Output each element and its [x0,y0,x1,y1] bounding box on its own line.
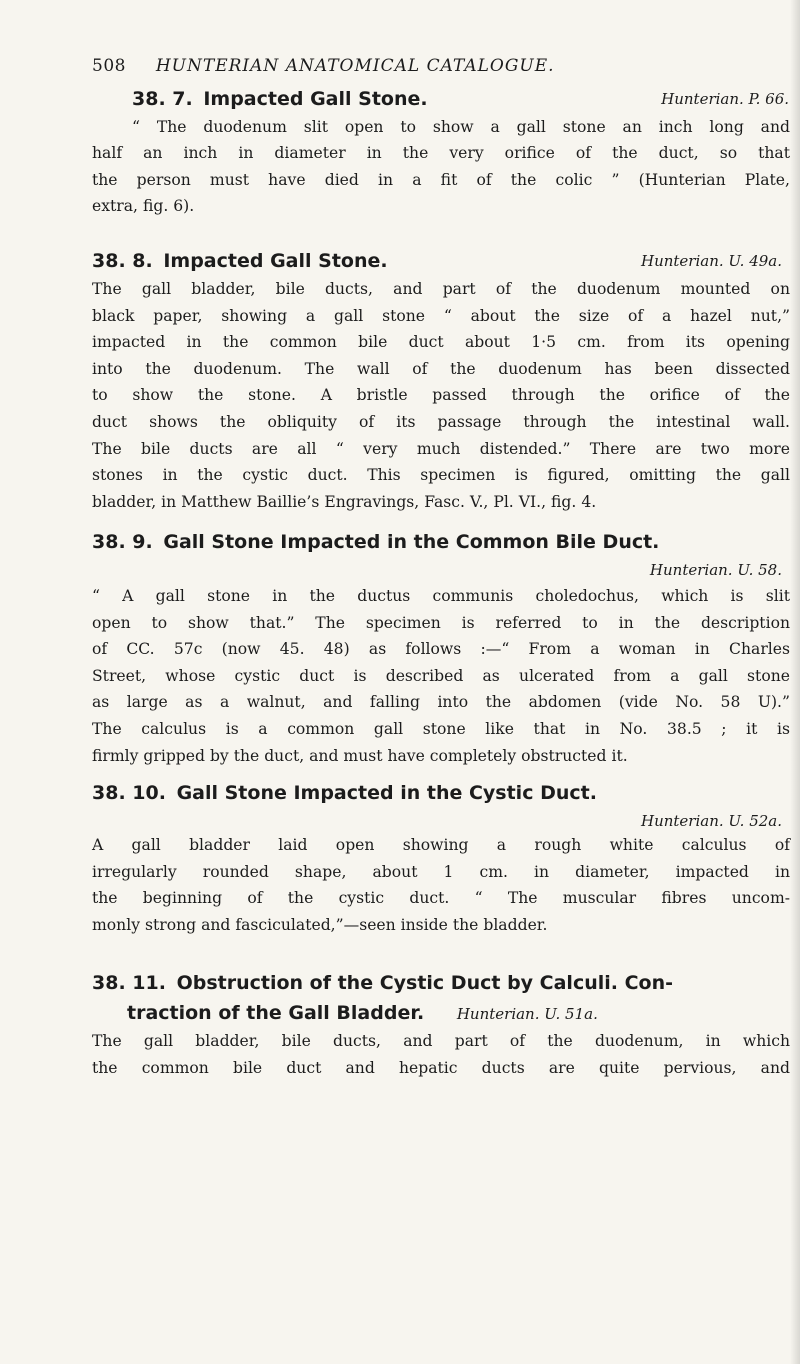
entry-number: 38. 10. [92,782,166,804]
entry-heading [92,968,790,998]
entry-number: 38. 9. [92,531,153,553]
body-line: bladder, in Matthew Baillie’s Engravings, Fasc. V., Pl. VI., fig. 4. [92,492,597,511]
body-line: irregularly rounded shape, about 1 cm. in diameter, impacted in [92,862,790,881]
body-line: open to show that.” The specimen is referred to in the description [92,613,790,632]
entry-38-9-body [92,583,790,769]
body-line: half an inch in diameter in the very orifice of the duct, so that [92,144,790,162]
page-header [92,56,752,76]
entry-38-7-body [132,114,790,141]
entry-reference: Hunterian. U. 58. [649,561,782,579]
entry-heading [132,84,797,114]
entry-title-line-1: Obstruction of the Cystic Duct by Calculi. Con- [176,972,674,994]
body-line: duct shows the obliquity of its passage through the intestinal wall. [92,412,790,431]
body-line: “ A gall stone in the ductus communis choledochus, which is slit [92,587,790,605]
entry-heading [92,246,790,276]
entry-38-8-body [92,276,790,515]
body-line: into the duodenum. The wall of the duodenum has been dissected [92,359,790,378]
body-line: to show the stone. A bristle passed through the orifice of the [92,386,790,405]
entry-38-11-body [92,1028,790,1081]
body-line: The calculus is a common gall stone like that in No. 38.5 ; it is [92,719,790,738]
body-line: stones in the cystic duct. This specimen is figured, omitting the gall [92,466,790,485]
entry-title: Impacted Gall Stone. [203,88,428,110]
entry-38-7 [132,84,797,114]
page-number: 508 [92,56,126,76]
entry-number: 38. 11. [92,972,166,994]
body-line: of CC. 57c (now 45. 48) as follows :—“ From a woman in Charles [92,640,790,659]
entry-reference: Hunterian. U. 49a. [640,252,782,270]
entry-38-8 [92,246,790,276]
entry-38-10-body [92,832,790,938]
body-line: “ The duodenum slit open to show a gall stone an inch long and [132,118,790,136]
body-line: The gall bladder, bile ducts, and part of the duodenum mounted on [92,280,790,298]
body-line: monly strong and fasciculated,”—seen inside the bladder. [92,915,548,934]
entry-number: 38. 7. [132,88,193,110]
body-line: impacted in the common bile duct about 1·5 cm. from its opening [92,333,790,352]
body-line: as large as a walnut, and falling into the abdomen (vide No. 58 U).” [92,693,790,712]
entry-title-line-2: traction of the Gall Bladder. [127,1002,425,1024]
body-line: black paper, showing a gall stone “ about the size of a hazel nut,” [92,306,790,325]
body-line: the beginning of the cystic duct. “ The muscular fibres uncom- [92,889,790,908]
entry-reference: Hunterian. P. 66. [661,90,789,108]
body-line: the common bile duct and hepatic ducts are quite pervious, and [92,1058,790,1077]
body-line: the person must have died in a fit of the colic ” (Hunterian Plate, [92,170,790,189]
body-line: extra, fig. 6). [92,197,195,216]
entry-heading [92,778,790,808]
entry-38-9 [92,527,790,583]
body-line: The bile ducts are all “ very much distended.” There are two more [92,439,790,458]
entry-heading-cont [92,998,790,1029]
entry-reference: Hunterian. U. 51a. [456,1005,598,1023]
page-edge-shadow [790,0,800,1364]
running-title: HUNTERIAN ANATOMICAL CATALOGUE. [155,56,555,76]
entry-title: Gall Stone Impacted in the Common Bile Duct. [163,531,660,553]
entry-38-10 [92,778,790,834]
entry-number: 38. 8. [92,250,153,272]
entry-title: Gall Stone Impacted in the Cystic Duct. [176,782,597,804]
entry-38-7-body-cont [92,140,790,220]
body-line: A gall bladder laid open showing a rough white calculus of [92,836,790,854]
entry-reference: Hunterian. U. 52a. [640,812,782,830]
entry-38-11 [92,968,790,1029]
body-line: The gall bladder, bile ducts, and part of the duodenum, in which [92,1032,790,1050]
entry-heading [92,527,790,557]
body-line: Street, whose cystic duct is described as ulcerated from a gall stone [92,666,790,685]
body-line: firmly gripped by the duct, and must have completely obstructed it. [92,746,628,765]
entry-title: Impacted Gall Stone. [163,250,388,272]
